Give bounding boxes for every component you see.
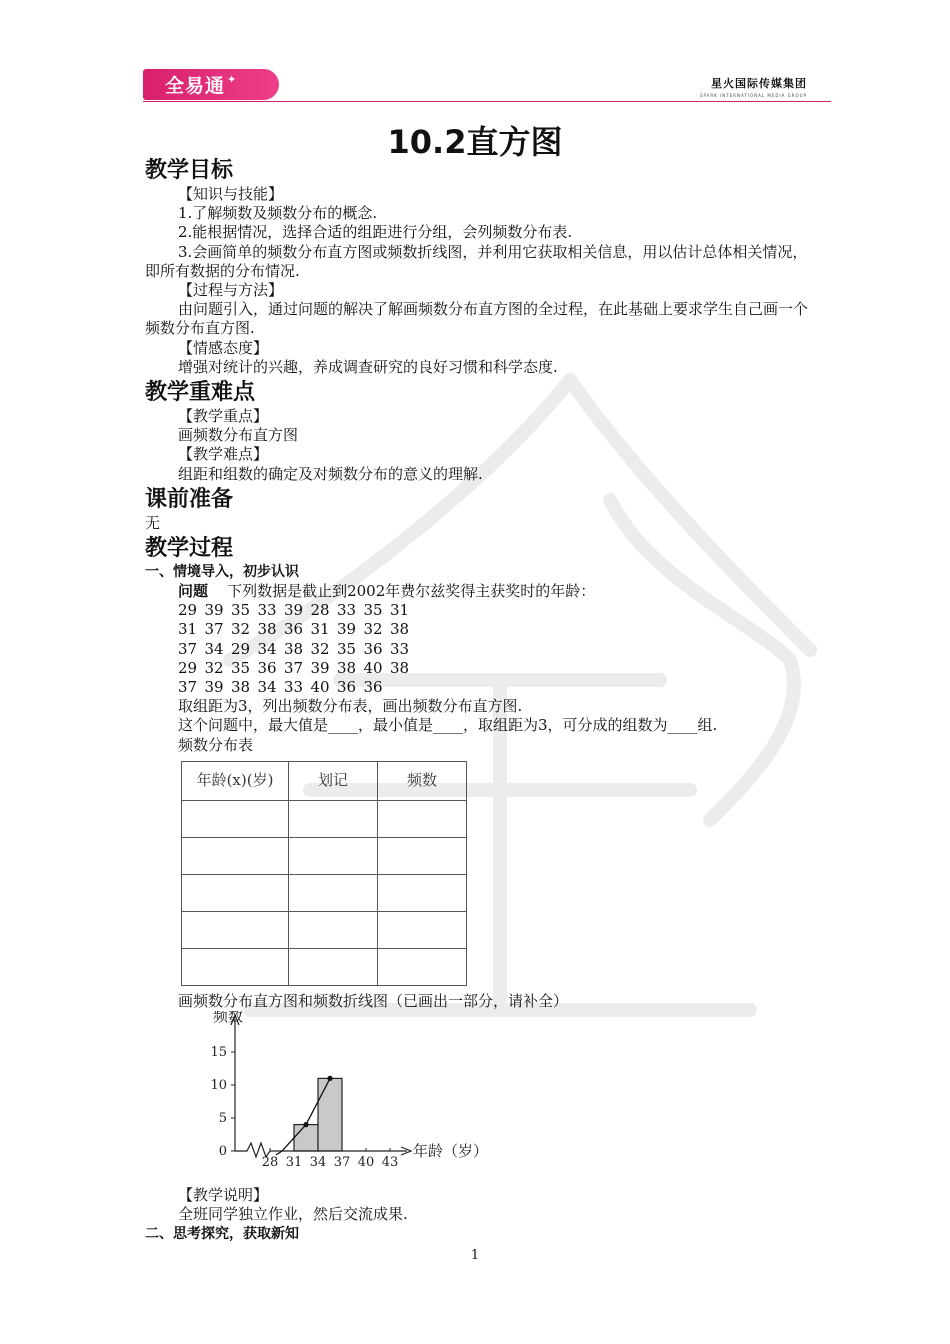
x-tick-label: 28 (261, 1155, 279, 1171)
data-value: 31 (178, 620, 198, 639)
y-tick-label: 15 (210, 1045, 227, 1061)
polyline-point (327, 1076, 332, 1081)
list-item: 3.会画简单的频数分布直方图或频数折线图，并利用它获取相关信息，用以估计总体相关情况，即所有数据的分布情况. (145, 242, 808, 280)
data-value: 37 (204, 620, 224, 639)
publisher-name: 星火国际传媒集团 (711, 77, 807, 90)
section-heading: 课前准备 (145, 486, 234, 512)
question-text: 下列数据是截止到2002年费尔兹奖得主获奖时的年龄： (227, 582, 596, 601)
data-value: 32 (363, 620, 383, 639)
data-value: 37 (178, 678, 198, 697)
frequency-table (181, 761, 467, 986)
subsection-heading: 一、情境导入，初步认识 (145, 564, 299, 581)
data-value: 34 (257, 678, 277, 697)
data-row (178, 640, 810, 659)
y-tick-label: 0 (218, 1144, 227, 1160)
fill-in-question: 这个问题中，最大值是____，最小值是____，取组距为3，可分成的组数为____组. (178, 716, 718, 735)
data-value: 29 (178, 601, 198, 620)
data-row (178, 601, 810, 620)
x-tick-label: 31 (285, 1155, 303, 1171)
logo-text: 全易通 (165, 75, 226, 97)
table-header-cell: 频数 (378, 761, 467, 800)
paragraph: 全班同学独立作业，然后交流成果. (178, 1205, 408, 1224)
data-value: 34 (204, 639, 224, 658)
table-caption: 频数分布表 (178, 735, 254, 754)
y-tick-label: 10 (210, 1078, 227, 1094)
header-rule (143, 101, 831, 102)
data-value: 40 (310, 678, 330, 697)
data-value: 28 (310, 601, 330, 620)
data-value: 33 (257, 601, 277, 620)
data-value: 38 (257, 620, 277, 639)
data-value: 37 (178, 639, 198, 658)
x-tick-label: 43 (381, 1155, 399, 1171)
data-value: 36 (284, 620, 304, 639)
table-row (182, 800, 467, 837)
brand-logo (143, 69, 279, 100)
data-rows (145, 601, 810, 697)
publisher-mark (700, 75, 807, 98)
data-value: 33 (337, 601, 357, 620)
data-value: 37 (284, 658, 304, 677)
sub-label: 【教学难点】 (178, 445, 269, 464)
x-tick-label: 37 (333, 1155, 351, 1171)
table-row (182, 948, 467, 985)
list-item: 1.了解频数及频数分布的概念. (178, 204, 378, 223)
x-axis-label: 年龄（岁） (413, 1142, 489, 1161)
page-title: 10.2直方图 (387, 123, 563, 161)
data-value: 38 (284, 639, 304, 658)
table-header-row (182, 761, 467, 800)
data-row (178, 659, 810, 678)
polyline-point (303, 1122, 308, 1127)
section-heading: 教学重难点 (145, 380, 256, 406)
sub-label: 【教学说明】 (178, 1186, 269, 1205)
data-row (178, 678, 810, 697)
star-icon: ✦ (227, 73, 238, 86)
paragraph: 由问题引入，通过问题的解决了解画频数分布直方图的全过程，在此基础上要求学生自己画一个频数分布直方图. (145, 300, 809, 338)
data-value: 39 (204, 601, 224, 620)
data-value: 31 (310, 620, 330, 639)
table-row (182, 874, 467, 911)
paragraph: 无 (145, 513, 161, 532)
data-value: 38 (231, 678, 251, 697)
data-value: 32 (204, 658, 224, 677)
paragraph: 增强对统计的兴趣，养成调查研究的良好习惯和科学态度. (178, 357, 558, 376)
data-value: 39 (284, 601, 304, 620)
data-value: 32 (231, 620, 251, 639)
data-value: 32 (310, 639, 330, 658)
section-heading: 教学目标 (145, 158, 234, 183)
data-row (178, 620, 810, 639)
data-value: 35 (363, 601, 383, 620)
y-axis-label: 频数 (213, 1011, 244, 1026)
data-value: 36 (363, 639, 383, 658)
x-tick-label: 34 (309, 1155, 327, 1171)
table-row (182, 837, 467, 874)
list-item: 2.能根据情况，选择合适的组距进行分组，会列频数分布表. (178, 223, 573, 242)
document-body (145, 155, 810, 1244)
data-value: 38 (337, 658, 357, 677)
data-value: 39 (204, 678, 224, 697)
data-value: 29 (231, 639, 251, 658)
data-value: 40 (363, 658, 383, 677)
data-value: 29 (178, 658, 198, 677)
sub-label: 【情感态度】 (178, 338, 269, 357)
x-tick-label: 40 (357, 1155, 375, 1171)
question-label: 问题 (178, 582, 209, 601)
table-row (182, 911, 467, 948)
sub-label: 【过程与方法】 (178, 281, 284, 300)
data-value: 39 (337, 620, 357, 639)
histogram-bar (318, 1078, 342, 1151)
data-value: 36 (363, 678, 383, 697)
sub-label: 【知识与技能】 (178, 185, 284, 203)
data-value: 35 (337, 639, 357, 658)
section-heading: 教学过程 (145, 536, 234, 562)
table-header-cell: 划记 (289, 761, 378, 800)
data-value: 36 (257, 658, 277, 677)
y-tick-label: 5 (218, 1111, 227, 1127)
data-value: 39 (310, 658, 330, 677)
data-value: 33 (390, 639, 410, 658)
data-value: 36 (337, 678, 357, 697)
publisher-name-en: SPARK INTERNATIONAL MEDIA GROUP (699, 93, 807, 98)
data-value: 31 (390, 601, 410, 620)
sub-label: 【教学重点】 (178, 407, 269, 426)
data-value: 35 (231, 658, 251, 677)
chart-caption: 画频数分布直方图和频数折线图（已画出一部分，请补全） (178, 991, 569, 1010)
paragraph: 取组距为3，列出频数分布表，画出频数分布直方图. (178, 697, 523, 716)
data-value: 34 (257, 639, 277, 658)
data-value: 35 (231, 601, 251, 620)
histogram-bar (294, 1125, 318, 1151)
subsection-heading: 二、思考探究，获取新知 (145, 1225, 299, 1242)
data-value: 38 (390, 620, 410, 639)
paragraph: 组距和组数的确定及对频数分布的意义的理解. (178, 464, 483, 483)
page-number: 1 (470, 1248, 480, 1263)
table-header-cell: 年龄(x)(岁) (182, 761, 289, 800)
question (145, 582, 810, 601)
paragraph: 画频数分布直方图 (178, 426, 299, 445)
data-value: 33 (284, 678, 304, 697)
histogram-svg (175, 1011, 515, 1181)
data-value: 38 (390, 658, 410, 677)
histogram-chart (175, 1011, 810, 1186)
